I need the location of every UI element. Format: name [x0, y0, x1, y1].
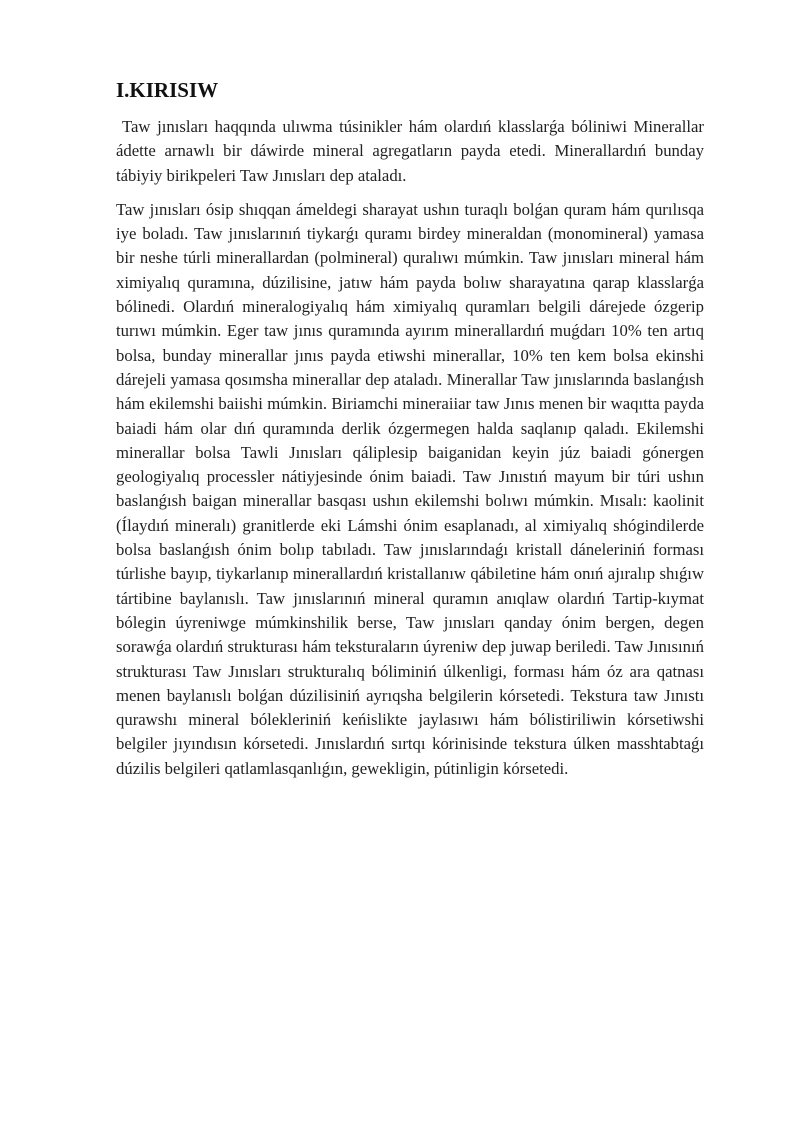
body-paragraph: Taw jınısları ósip shıqqan ámeldegi sharayat ushın turaqlı bolǵan quram hám qurılısqa iye boladı. Taw jınıslarınıń tiykarǵı quramı birdey mineraldan (monomineral) yamasa bir neshe túrli minerallardan (polmineral) quralıwı múmkin. Taw jınısları mineral hám ximiyalıq quramına, dúzilisine, jatıw hám payda bolıw sharayatına qarap klasslarǵa bólinedi. Olardıń mineralogiyalıq hám ximiyalıq quramları belgili dárejede ózgerip turıwı múmkin. Eger taw jınıs quramında ayırım minerallardıń muǵdarı 10% ten artıq bolsa, bunday minerallar jınıs payda etiwshi minerallar, 10% ten kem bolsa ekinshi dárejeli yamasa qosımsha minerallar dep ataladı. Minerallar Taw jınıslarında baslanǵısh hám ekilemshi baiishi múmkin. Biriamchi mineraiiar taw Jınıs menen bir waqıtta payda baiadi hám olar dıń quramında derlik ózgermegen halda saqlanıp qaladı. Ekilemshi minerallar bolsa Tawli Jınısları qáliplesip baiganidan keyin júz baiadi gónergen geologiyalıq processler nátiyjesinde ónim baiadi. Taw Jınıstıń mayum bir túri ushın baslanǵısh baigan minerallar basqası ushın ekilemshi bolıwı múmkin. Mısalı: kaolinit (Ílaydıń mineralı) granitlerde eki Lámshi ónim esaplanadı, al ximiyalıq shógindilerde bolsa baslanǵısh ónim bolıp tabıladı. Taw jınıslarındaǵı kristall dáneleriniń forması túrlishe bayıp, tiykarlanıp minerallardıń kristallanıw qábiletine hám onıń ajıralıp shıǵıw tártibine baylanıslı. Taw jınıslarınıń mineral quramın anıqlaw olardıń Tartip-kıymat bólegin úyreniwge múmkinshilik berse, Taw jınısları qanday ónim bergen, degen sorawǵa olardıń strukturası hám teksturaların úyreniw dep juwap beriledi. Taw Jınısınıń strukturası Taw Jınısları strukturalıq bóliminiń úlkenligi, forması hám óz ara qatnası menen baylanıslı bolǵan dúzilisiniń ayrıqsha belgilerin kórsetedi. Tekstura taw Jınıstı qurawshı mineral bólekleriniń keńislikte jaylasıwı hám bólistiriliwin kórsetiwshi belgiler jıyındısın kórsetedi. Jınıslardıń sırtqı kórinisinde tekstura úlken masshtabtaǵı dúzilis belgileri qatlamlasqanlıǵın, gewekligin, pútinligin kórsetedi. [116, 199, 704, 778]
intro-paragraph: Taw jınısları haqqında ulıwma túsinikler hám olardıń klasslarǵa bóliniwi Minerallar ádette arnawlı bir dáwirde mineral agregatların payda etedi. Minerallardıń bunday tábiyiy birikpeleri Taw Jınısları dep ataladı. [116, 117, 704, 185]
document-page [116, 78, 704, 791]
section-heading: I.KIRISIW [116, 78, 219, 102]
